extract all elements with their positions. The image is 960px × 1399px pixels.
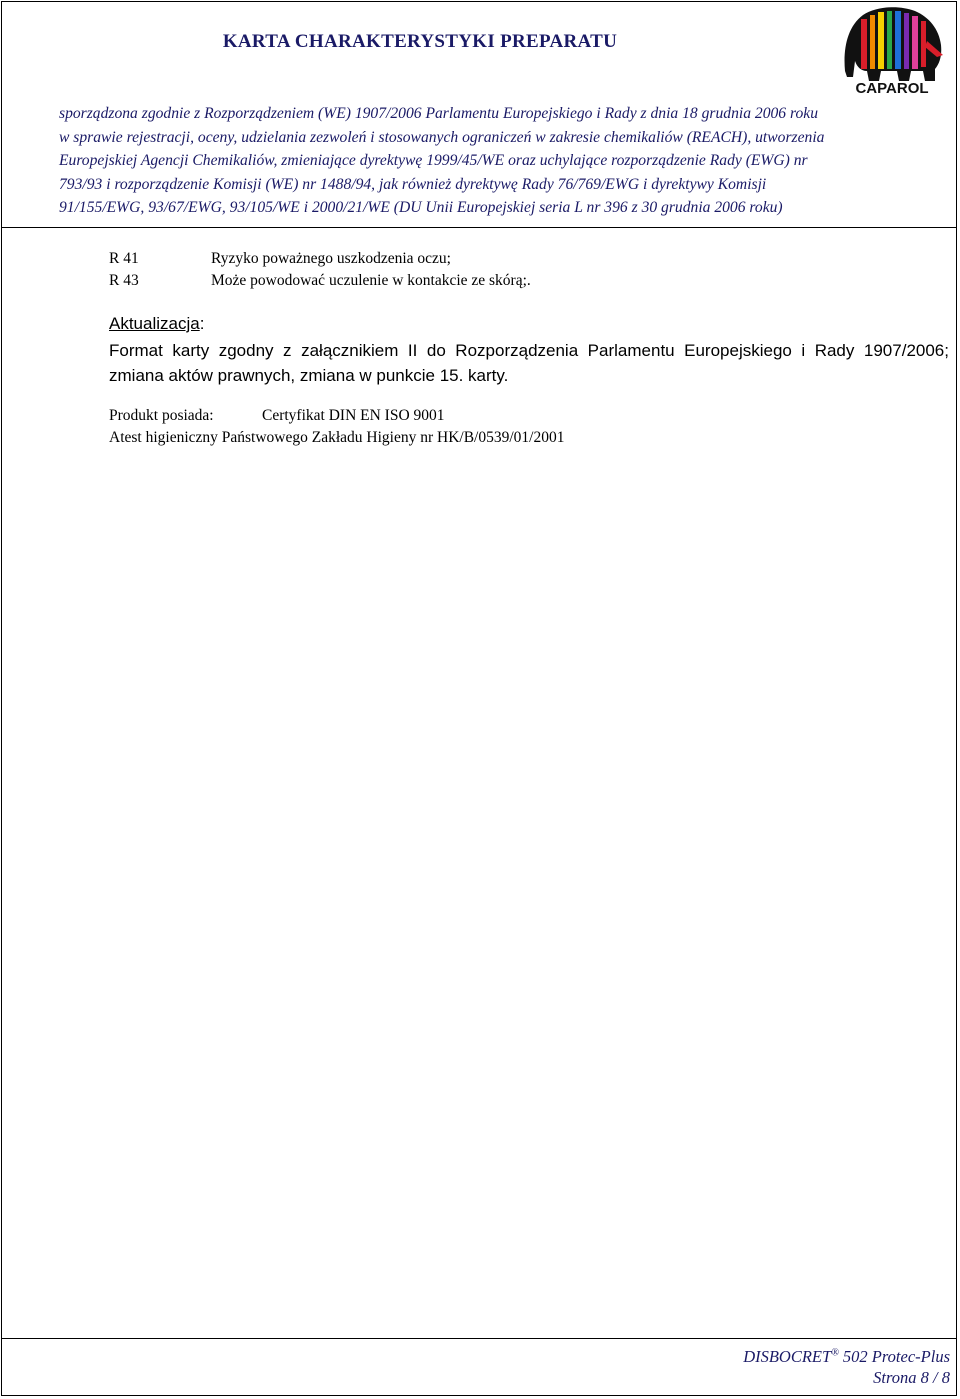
product-certificate: Certyfikat DIN EN ISO 9001 bbox=[262, 407, 445, 424]
registered-mark: ® bbox=[831, 1347, 839, 1359]
document-header bbox=[1, 1, 957, 228]
regulation-line: 793/93 i rozporządzenie Komisji (WE) nr 1488/94, jak również dyrektywę Rady 76/769/EWG i dyrektywy Komisji bbox=[59, 175, 767, 193]
elephant-icon bbox=[845, 7, 943, 81]
product-label: Produkt posiada: bbox=[109, 407, 214, 424]
r-phrase-code: R 43 bbox=[109, 272, 139, 289]
product-attestation: Atest higieniczny Państwowego Zakładu Higieny nr HK/B/0539/01/2001 bbox=[109, 429, 565, 446]
update-heading-label: Aktualizacja bbox=[109, 314, 200, 333]
update-heading bbox=[109, 314, 204, 334]
document-title: KARTA CHARAKTERYSTYKI PREPARATU bbox=[222, 31, 618, 52]
caparol-logo bbox=[837, 5, 947, 97]
logo-wordmark: CAPAROL bbox=[855, 80, 929, 97]
document-footer bbox=[743, 1346, 950, 1388]
footer-divider bbox=[1, 1338, 957, 1339]
footer-product-name-suffix: 502 Protec-Plus bbox=[838, 1347, 950, 1366]
page-number: Strona 8 / 8 bbox=[873, 1368, 950, 1387]
r-phrase-code: R 41 bbox=[109, 250, 139, 267]
r-phrases-list bbox=[109, 248, 531, 292]
regulation-text bbox=[59, 102, 951, 220]
update-text: Format karty zgodny z załącznikiem II do Rozporządzenia Parlamentu Europejskiego i Rady 1907/2006; zmiana aktów prawnych, zmiana w punkcie 15. karty. bbox=[109, 341, 949, 385]
regulation-line: Europejskiej Agencji Chemikaliów, zmieniające dyrektywę 1999/45/WE oraz uchylające rozporządzenie Rady (EWG) nr bbox=[59, 152, 808, 170]
r-phrase-row bbox=[109, 270, 531, 292]
update-heading-colon: : bbox=[199, 314, 205, 333]
r-phrase-row bbox=[109, 248, 531, 270]
product-certificate-row bbox=[109, 405, 564, 427]
product-info bbox=[109, 405, 564, 449]
regulation-line: sporządzona zgodnie z Rozporządzeniem (WE) 1907/2006 Parlamentu Europejskiego i Rady z dnia 18 grudnia 2006 roku bbox=[59, 105, 818, 122]
r-phrase-text: Ryzyko poważnego uszkodzenia oczu; bbox=[211, 250, 451, 267]
footer-product-name-main: DISBOCRET bbox=[743, 1347, 832, 1366]
regulation-line: 91/155/EWG, 93/67/EWG, 93/105/WE i 2000/21/WE (DU Unii Europejskiej seria L nr 396 z 30 grudnia 2006 roku) bbox=[59, 199, 783, 217]
r-phrase-text: Może powodować uczulenie w kontakcie ze skórą;. bbox=[211, 272, 531, 289]
footer-product-name bbox=[743, 1346, 950, 1367]
regulation-line: w sprawie rejestracji, oceny, udzielania zezwoleń i stosowanych ograniczeń w zakresie chemikaliów (REACH), utworzenia bbox=[59, 128, 825, 146]
